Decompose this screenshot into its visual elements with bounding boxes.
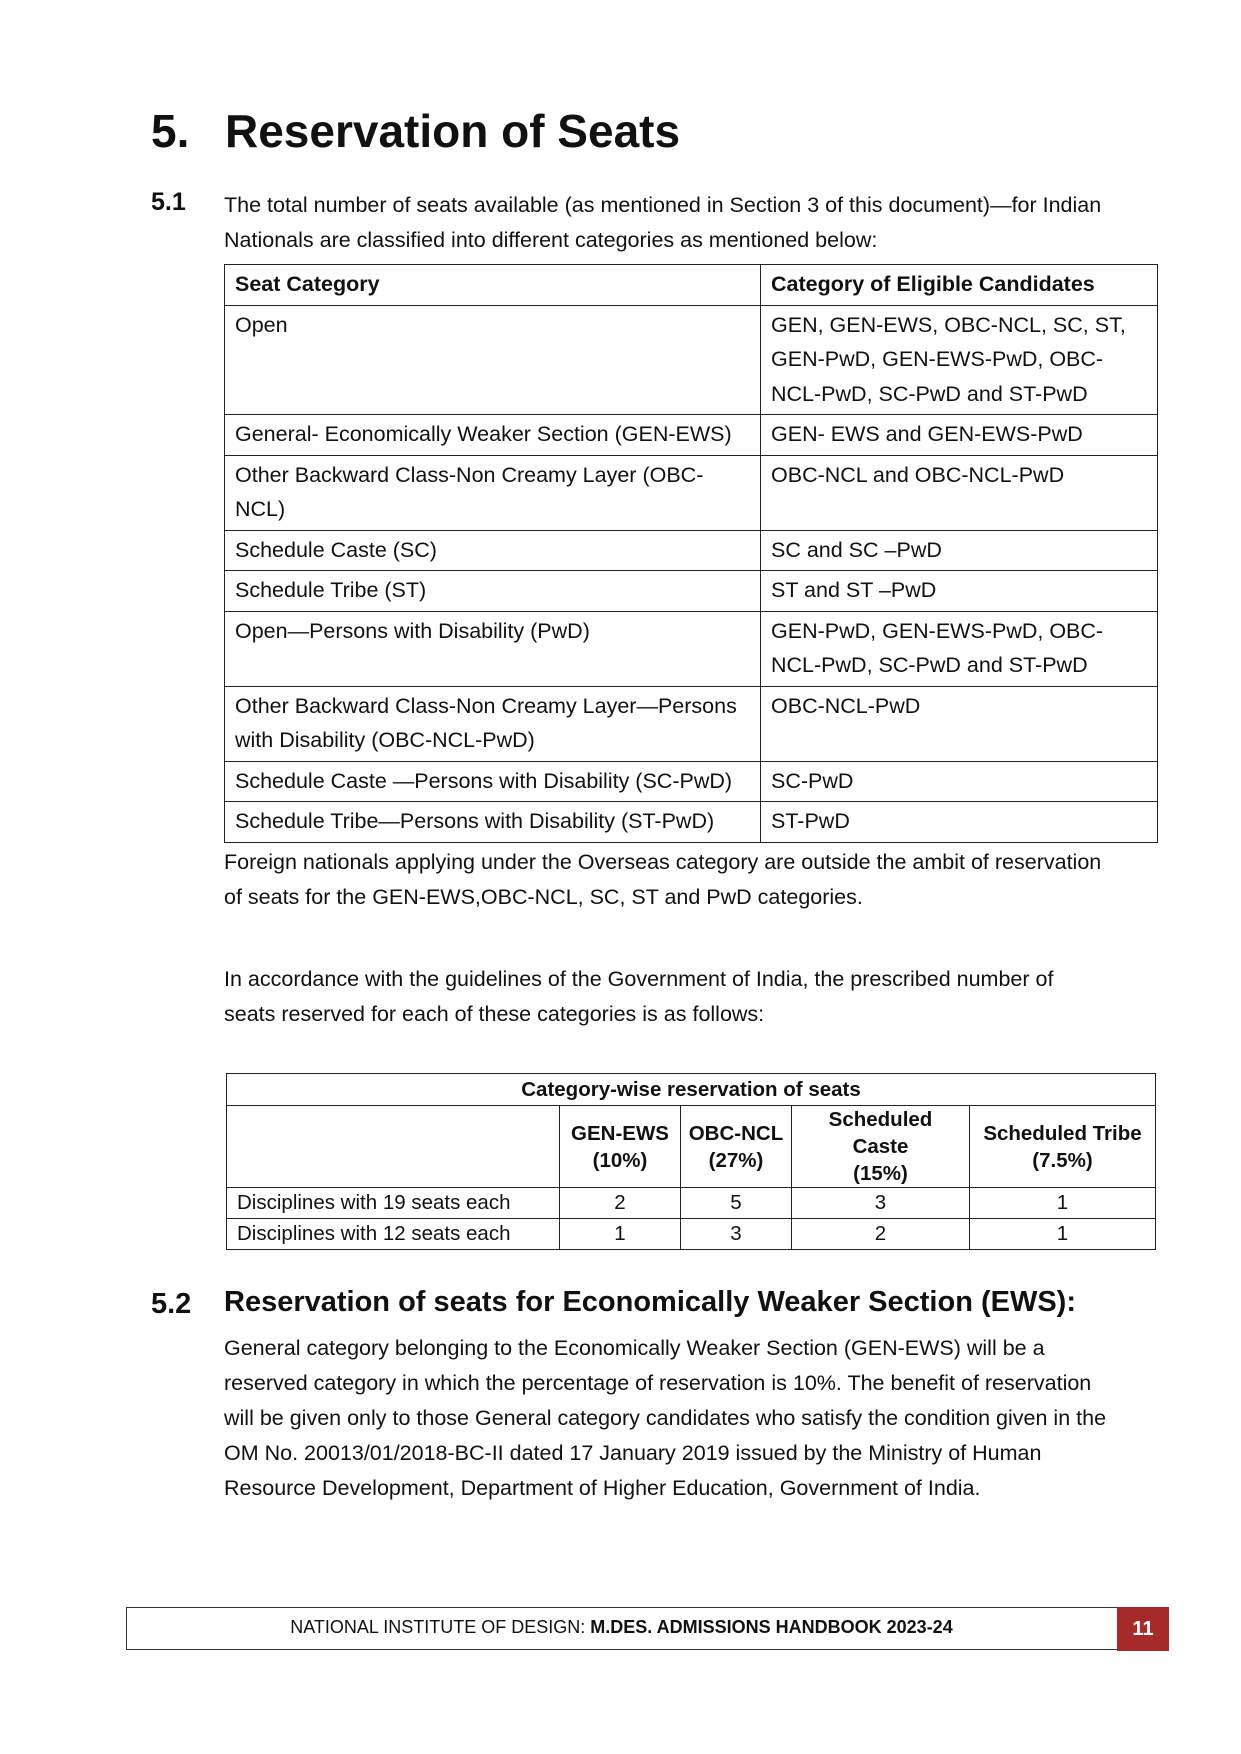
table-row xyxy=(225,571,1158,612)
seat-category-cell: Open—Persons with Disability (PwD) xyxy=(225,611,761,686)
paragraph-line: seats reserved for each of these categories is as follows: xyxy=(224,1002,765,1026)
column-header-obc-ncl: OBC-NCL (27%) xyxy=(681,1106,792,1188)
seat-count-cell: 2 xyxy=(560,1188,681,1219)
section-title: Reservation of Seats xyxy=(225,105,681,157)
eligible-candidates-cell: SC and SC –PwD xyxy=(761,530,1158,571)
seat-category-table xyxy=(224,264,1158,843)
seat-category-cell: Schedule Tribe—Persons with Disability (ST-PwD) xyxy=(225,802,761,843)
page-footer xyxy=(126,1607,1169,1650)
table-row xyxy=(227,1188,1156,1219)
table-row xyxy=(225,530,1158,571)
column-header-gen-ews: GEN-EWS (10%) xyxy=(560,1106,681,1188)
paragraph-line: Foreign nationals applying under the Overseas category are outside the ambit of reservation xyxy=(224,850,1102,874)
table-row xyxy=(227,1219,1156,1250)
subsection-number-5-1: 5.1 xyxy=(151,188,186,216)
intro-paragraph xyxy=(224,188,1184,258)
paragraph-line: In accordance with the guidelines of the Government of India, the prescribed number of xyxy=(224,967,1054,991)
subsection-number-5-2: 5.2 xyxy=(151,1288,192,1320)
seat-category-cell: Schedule Caste (SC) xyxy=(225,530,761,571)
seat-count-cell: 1 xyxy=(970,1219,1156,1250)
table-row xyxy=(225,455,1158,530)
table-row xyxy=(225,415,1158,456)
paragraph-line: OM No. 20013/01/2018-BC-II dated 17 January 2019 issued by the Ministry of Human xyxy=(224,1441,1042,1465)
paragraph-line: of seats for the GEN-EWS,OBC-NCL, SC, ST and PwD categories. xyxy=(224,885,863,909)
paragraph-line: General category belonging to the Economically Weaker Section (GEN-EWS) will be a xyxy=(224,1336,1045,1360)
table-caption: Category-wise reservation of seats xyxy=(227,1074,1156,1106)
guidelines-paragraph xyxy=(224,962,1184,1032)
table-header-row xyxy=(227,1106,1156,1188)
category-wise-reservation-table xyxy=(226,1073,1156,1250)
column-header-scheduled-tribe: Scheduled Tribe (7.5%) xyxy=(970,1106,1156,1188)
ews-paragraph xyxy=(224,1331,1184,1506)
table-row xyxy=(225,761,1158,802)
seat-count-cell: 3 xyxy=(792,1188,970,1219)
subsection-title-5-2: Reservation of seats for Economically Weaker Section (EWS): xyxy=(224,1286,1076,1318)
column-header-scheduled-caste: Scheduled Caste (15%) xyxy=(792,1106,970,1188)
seat-category-cell: Other Backward Class-Non Creamy Layer—Persons with Disability (OBC-NCL-PwD) xyxy=(225,686,761,761)
seat-count-cell: 2 xyxy=(792,1219,970,1250)
paragraph-line: Resource Development, Department of Higher Education, Government of India. xyxy=(224,1476,981,1500)
page-number: 11 xyxy=(1117,1607,1169,1651)
column-header-eligible-candidates: Category of Eligible Candidates xyxy=(761,265,1158,306)
column-header-seat-category: Seat Category xyxy=(225,265,761,306)
foreign-nationals-paragraph xyxy=(224,845,1184,915)
footer-institute: NATIONAL INSTITUTE OF DESIGN: xyxy=(290,1617,591,1637)
seat-category-cell: Open xyxy=(225,305,761,415)
table-row xyxy=(225,802,1158,843)
table-row xyxy=(225,686,1158,761)
row-label: Disciplines with 19 seats each xyxy=(227,1188,560,1219)
eligible-candidates-cell: OBC-NCL and OBC-NCL-PwD xyxy=(761,455,1158,530)
seat-category-cell: Other Backward Class-Non Creamy Layer (OBC-NCL) xyxy=(225,455,761,530)
table-row xyxy=(225,305,1158,415)
seat-category-cell: Schedule Tribe (ST) xyxy=(225,571,761,612)
paragraph-line: will be given only to those General category candidates who satisfy the condition given in the xyxy=(224,1406,1107,1430)
footer-handbook-title: M.DES. ADMISSIONS HANDBOOK 2023-24 xyxy=(590,1617,953,1637)
seat-count-cell: 1 xyxy=(560,1219,681,1250)
eligible-candidates-cell: SC-PwD xyxy=(761,761,1158,802)
eligible-candidates-cell: GEN- EWS and GEN-EWS-PwD xyxy=(761,415,1158,456)
seat-count-cell: 1 xyxy=(970,1188,1156,1219)
seat-count-cell: 5 xyxy=(681,1188,792,1219)
eligible-candidates-cell: OBC-NCL-PwD xyxy=(761,686,1158,761)
intro-line: Nationals are classified into different categories as mentioned below: xyxy=(224,228,878,252)
eligible-candidates-cell: GEN, GEN-EWS, OBC-NCL, SC, ST, GEN-PwD, GEN-EWS-PwD, OBC-NCL-PwD, SC-PwD and ST-PwD xyxy=(761,305,1158,415)
empty-header-cell xyxy=(227,1106,560,1188)
section-heading xyxy=(151,104,680,158)
section-number: 5. xyxy=(151,105,190,157)
eligible-candidates-cell: GEN-PwD, GEN-EWS-PwD, OBC-NCL-PwD, SC-PwD and ST-PwD xyxy=(761,611,1158,686)
seat-category-cell: General- Economically Weaker Section (GEN-EWS) xyxy=(225,415,761,456)
intro-line: The total number of seats available (as mentioned in Section 3 of this document)—for Indian xyxy=(224,193,1102,217)
paragraph-line: reserved category in which the percentage of reservation is 10%. The benefit of reservation xyxy=(224,1371,1092,1395)
footer-text xyxy=(126,1607,1117,1648)
row-label: Disciplines with 12 seats each xyxy=(227,1219,560,1250)
eligible-candidates-cell: ST-PwD xyxy=(761,802,1158,843)
table-header-row xyxy=(225,265,1158,306)
seat-count-cell: 3 xyxy=(681,1219,792,1250)
table-caption-row xyxy=(227,1074,1156,1106)
table-row xyxy=(225,611,1158,686)
seat-category-cell: Schedule Caste —Persons with Disability (SC-PwD) xyxy=(225,761,761,802)
eligible-candidates-cell: ST and ST –PwD xyxy=(761,571,1158,612)
